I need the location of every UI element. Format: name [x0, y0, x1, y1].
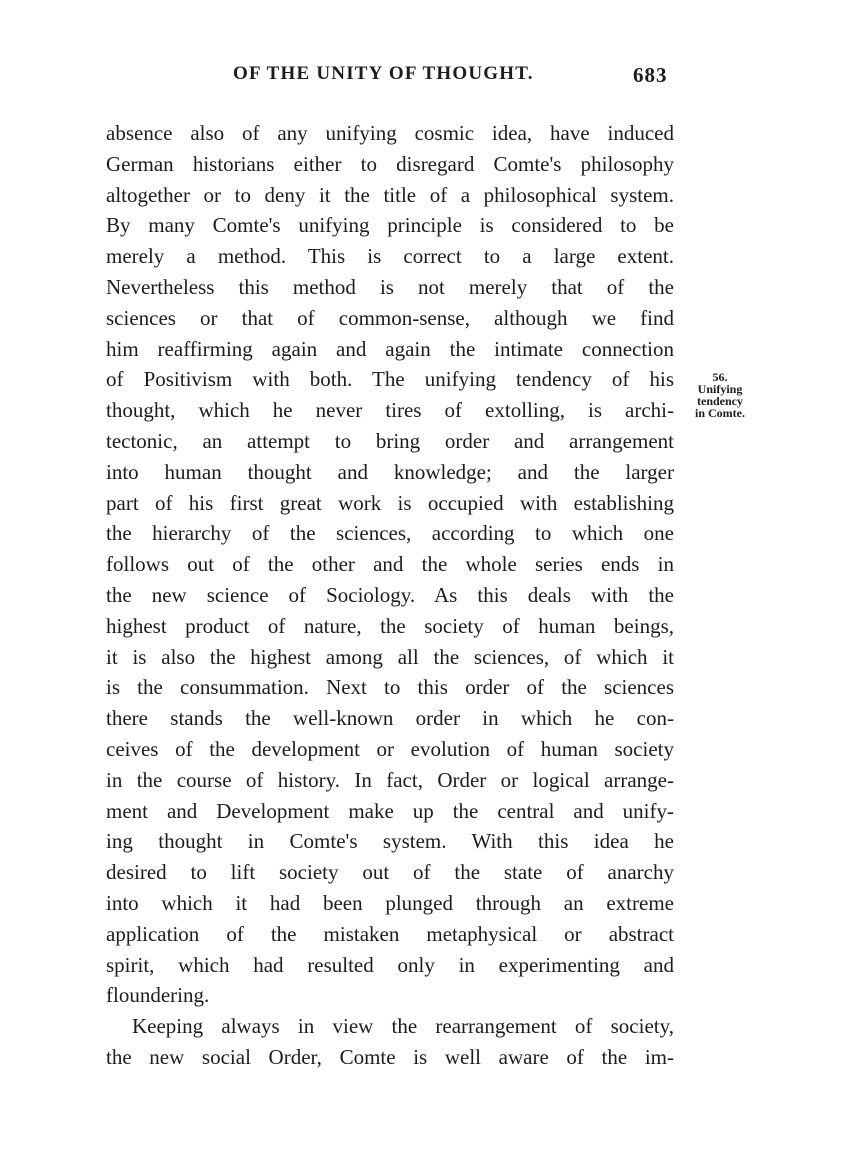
text-line: part of his first great work is occupied with establishing — [106, 490, 674, 515]
body-text — [106, 118, 674, 1073]
text-line: the hierarchy of the sciences, according to which one — [106, 521, 674, 546]
running-head-title: OF THE UNITY OF THOUGHT. — [233, 63, 534, 84]
page-number: 683 — [633, 63, 668, 87]
text-line: absence also of any unifying cosmic idea, have induced — [106, 121, 674, 145]
text-line: merely a method. This is correct to a large extent. — [106, 244, 674, 269]
text-line: ment and Development make up the central and unify- — [106, 798, 674, 823]
paragraph-1 — [106, 118, 674, 1011]
margin-note-line: in Comte. — [695, 406, 745, 420]
text-line: floundering. — [106, 983, 210, 1008]
margin-note — [681, 371, 759, 419]
text-line: thought, which he never tires of extolling, is archi- — [106, 398, 674, 423]
text-line: the new social Order, Comte is well aware of the im- — [106, 1044, 674, 1069]
text-line: sciences or that of common-sense, although we find — [106, 305, 674, 330]
text-line: ing thought in Comte's system. With this idea he — [106, 829, 674, 854]
text-line: there stands the well-known order in which he con- — [106, 706, 674, 731]
text-line: of Positivism with both. The unifying tendency of his — [106, 367, 674, 392]
text-line: is the consummation. Next to this order of the sciences — [106, 675, 674, 700]
text-line: ceives of the development or evolution of human society — [106, 736, 674, 761]
text-line: altogether or to deny it the title of a philosophical system. — [106, 182, 674, 207]
text-line: the new science of Sociology. As this deals with the — [106, 582, 674, 607]
text-line: in the course of history. In fact, Order or logical arrange- — [106, 767, 674, 792]
margin-note-line: tendency — [697, 394, 743, 408]
text-line: highest product of nature, the society of human beings, — [106, 613, 674, 638]
paragraph-2 — [106, 1011, 674, 1073]
text-line: German historians either to disregard Comte's philosophy — [106, 151, 674, 176]
text-line: application of the mistaken metaphysical or abstract — [106, 921, 674, 946]
text-line: spirit, which had resulted only in experimenting and — [106, 952, 674, 977]
text-line: into which it had been plunged through an extreme — [106, 890, 674, 915]
text-line: desired to lift society out of the state of anarchy — [106, 860, 674, 885]
margin-note-number: 56. — [712, 370, 728, 384]
text-line: Nevertheless this method is not merely that of the — [106, 274, 674, 299]
text-line: By many Comte's unifying principle is considered to be — [106, 213, 674, 238]
text-line: him reaffirming again and again the intimate connection — [106, 336, 674, 361]
text-line: tectonic, an attempt to bring order and arrangement — [106, 428, 674, 453]
text-line: into human thought and knowledge; and the larger — [106, 459, 674, 484]
margin-note-line: Unifying — [697, 382, 743, 396]
text-line: follows out of the other and the whole series ends in — [106, 552, 674, 577]
text-line: Keeping always in view the rearrangement of society, — [132, 1014, 674, 1039]
text-line: it is also the highest among all the sciences, of which it — [106, 644, 674, 669]
